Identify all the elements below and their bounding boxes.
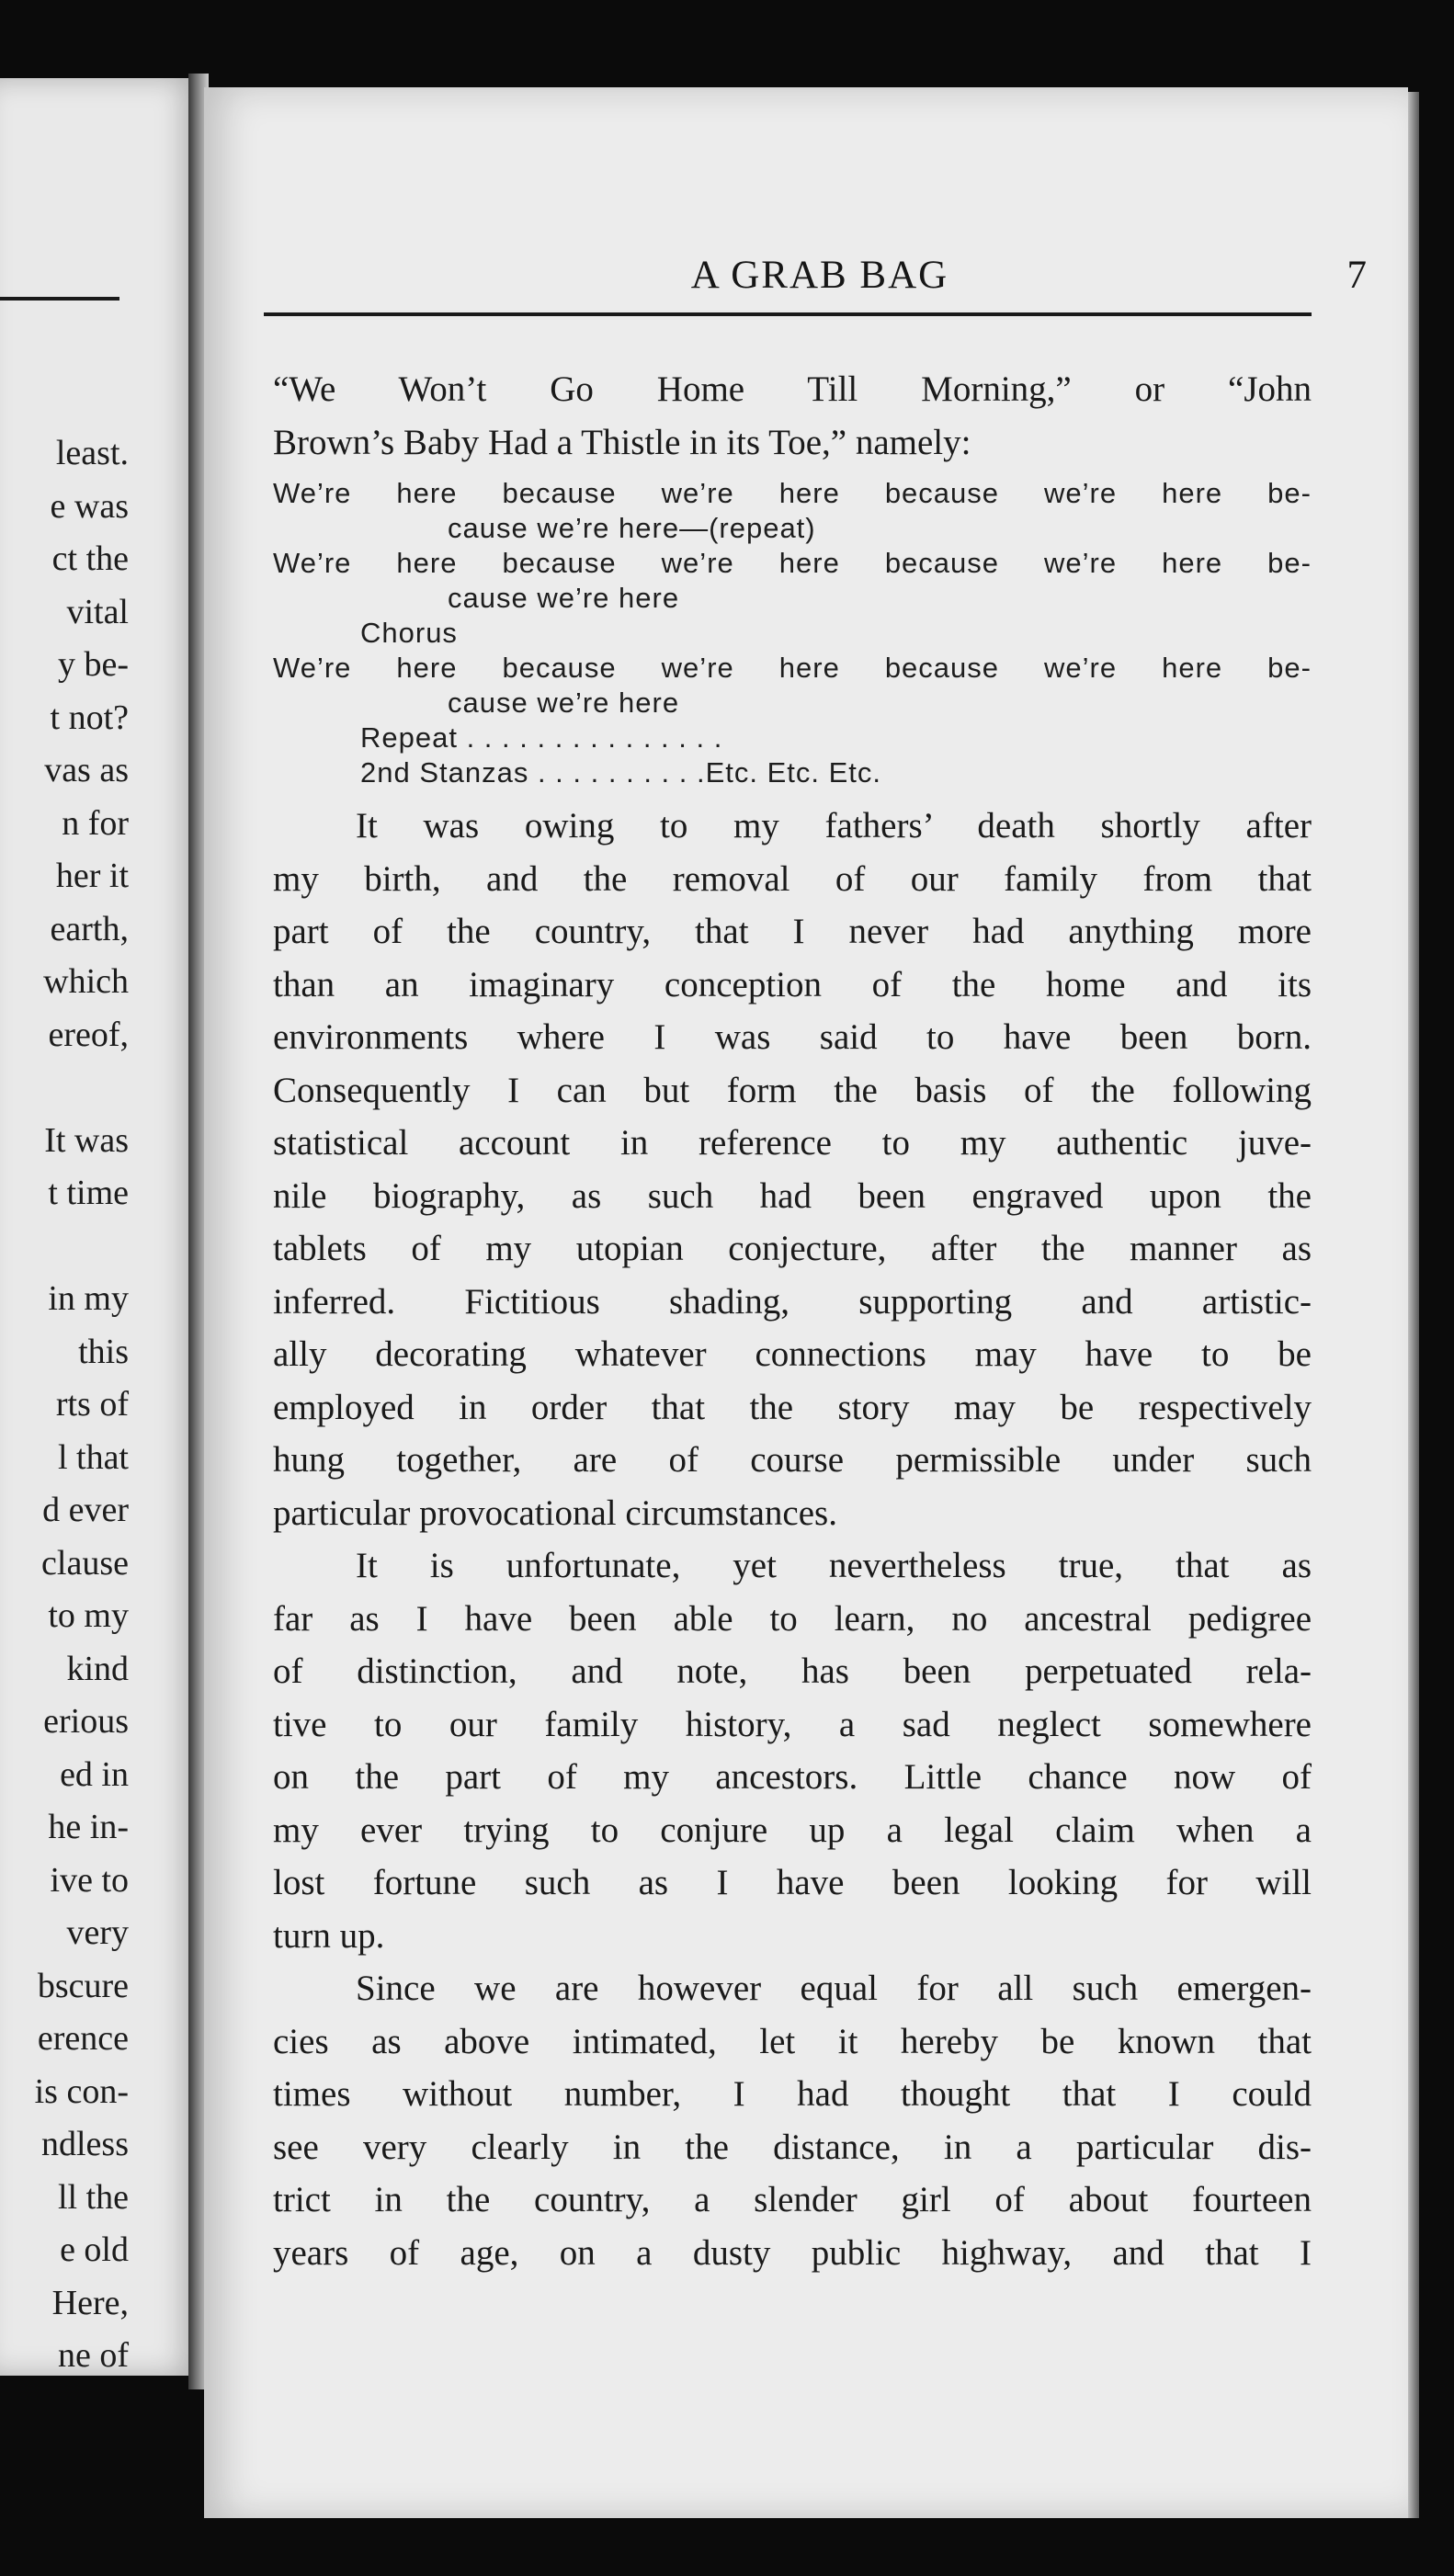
intro-paragraph	[273, 363, 1312, 469]
previous-page-text	[0, 427, 129, 2376]
text-line: ally decorating whatever connections may have to be	[273, 1334, 1312, 1374]
previous-page-line: e old	[60, 2230, 129, 2269]
text-line: Since we are however equal for all such emergen-	[356, 1969, 1312, 2008]
text-line: hung together, are of course permissible under such	[273, 1440, 1312, 1480]
previous-page-line: ive to	[50, 1860, 129, 1900]
previous-page-line: t not?	[50, 698, 129, 737]
previous-page-line: is con-	[34, 2071, 129, 2111]
previous-page-line: erious	[43, 1702, 129, 1741]
song-verse	[273, 476, 1312, 790]
paragraph	[273, 1539, 1312, 1962]
previous-page-rule	[0, 297, 119, 301]
paragraph	[273, 800, 1312, 1539]
page-body	[273, 363, 1312, 2279]
previous-page	[0, 78, 200, 2376]
text-line: times without number, I had thought that I could	[273, 2074, 1312, 2114]
text-line: “We Won’t Go Home Till Morning,” or “John	[273, 369, 1312, 409]
previous-page-line: ndless	[41, 2125, 129, 2163]
previous-page-line: to my	[48, 1596, 129, 1635]
previous-page-line	[0, 1220, 129, 1274]
text-line: trict in the country, a slender girl of about fourteen	[273, 2180, 1312, 2219]
previous-page-line: vital	[66, 592, 129, 631]
text-line: It was owing to my fathers’ death shortly after	[356, 806, 1312, 845]
verse-line: cause we’re here—(repeat)	[448, 512, 816, 544]
text-line: Brown’s Baby Had a Thistle in its Toe,” namely:	[273, 422, 971, 462]
text-line: my birth, and the removal of our family from that	[273, 858, 1312, 899]
previous-page-line: ne of	[57, 2336, 129, 2375]
text-line: see very clearly in the distance, in a particular dis-	[273, 2127, 1312, 2167]
previous-page-line: ereof,	[48, 1015, 129, 1054]
previous-page-line: Here,	[51, 2283, 129, 2322]
previous-page-line: which	[43, 962, 129, 1001]
text-line: It is unfortunate, yet nevertheless true, that as	[356, 1546, 1312, 1585]
text-line: nile biography, as such had been engraved upon the	[273, 1175, 1312, 1216]
text-line: my ever trying to conjure up a legal claim when a	[273, 1810, 1312, 1850]
previous-page-line	[0, 1061, 129, 1115]
previous-page-line: e was	[50, 486, 129, 526]
previous-page-line: l that	[57, 1437, 129, 1477]
text-line: Consequently I can but form the basis of the following	[273, 1070, 1312, 1110]
previous-page-line: kind	[66, 1649, 129, 1688]
text-line: employed in order that the story may be respectively	[273, 1387, 1312, 1427]
previous-page-line: bscure	[37, 1966, 129, 2005]
previous-page-line: in my	[48, 1279, 129, 1318]
previous-page-line: rts of	[55, 1385, 129, 1424]
verse-line: 2nd Stanzas . . . . . . . . . .Etc. Etc. Etc.	[360, 756, 882, 789]
text-line: of distinction, and note, has been perpetuated rela-	[273, 1651, 1312, 1691]
text-line: statistical account in reference to my authentic juve-	[273, 1123, 1312, 1163]
previous-page-line: vas as	[44, 751, 129, 789]
verse-line: We’re here because we’re here because we’re here be-	[273, 547, 1312, 579]
text-line: environments where I was said to have been born.	[273, 1017, 1312, 1057]
running-title: A GRAB BAG	[690, 254, 949, 297]
text-line: cies as above intimated, let it hereby be known that	[273, 2021, 1312, 2061]
previous-page-line: clause	[41, 1543, 129, 1583]
previous-page-line: earth,	[50, 909, 129, 948]
paragraphs	[273, 800, 1312, 2279]
text-line: tablets of my utopian conjecture, after the manner as	[273, 1229, 1312, 1268]
book-page	[204, 87, 1408, 2518]
verse-line: cause we’re here	[448, 582, 680, 614]
text-line: inferred. Fictitious shading, supporting and artistic-	[273, 1281, 1312, 1322]
previous-page-line: very	[66, 1913, 129, 1952]
text-line: years of age, on a dusty public highway, and that I	[273, 2232, 1312, 2273]
previous-page-line: this	[78, 1332, 129, 1371]
previous-page-line: It was	[44, 1120, 129, 1160]
previous-page-line: least.	[55, 434, 129, 472]
previous-page-line: ed in	[60, 1754, 129, 1794]
previous-page-line: y be-	[57, 645, 129, 684]
verse-line: We’re here because we’re here because we’re here be-	[273, 477, 1312, 509]
text-line: on the part of my ancestors. Little chance now of	[273, 1757, 1312, 1797]
text-line: turn up.	[273, 1915, 385, 1956]
previous-page-line: t time	[48, 1174, 129, 1212]
text-line: far as I have been able to learn, no ancestral pedigree	[273, 1598, 1312, 1639]
verse-line: We’re here because we’re here because we’re here be-	[273, 652, 1312, 684]
running-head	[264, 253, 1376, 317]
text-line: part of the country, that I never had anything more	[273, 912, 1312, 951]
header-rule	[264, 312, 1312, 316]
verse-line: cause we’re here	[448, 687, 680, 719]
previous-page-line: her it	[55, 857, 129, 895]
text-line: tive to our family history, a sad neglect somewhere	[273, 1704, 1312, 1744]
verse-line: Chorus	[360, 617, 458, 649]
previous-page-line: ct the	[51, 539, 129, 578]
previous-page-line: he in-	[48, 1808, 129, 1846]
previous-page-line: ll the	[57, 2177, 129, 2217]
paragraph	[273, 1962, 1312, 2279]
previous-page-line: erence	[37, 2019, 129, 2058]
text-line: lost fortune such as I have been looking for will	[273, 1863, 1312, 1902]
text-line: than an imaginary conception of the home and its	[273, 964, 1312, 1004]
verse-line: Repeat . . . . . . . . . . . . . . .	[360, 721, 723, 754]
page-number: 7	[1346, 254, 1367, 297]
previous-page-line: d ever	[42, 1491, 129, 1529]
previous-page-line: n for	[62, 803, 129, 843]
text-line: particular provocational circumstances.	[273, 1492, 837, 1533]
page-edge	[1408, 92, 1419, 2518]
